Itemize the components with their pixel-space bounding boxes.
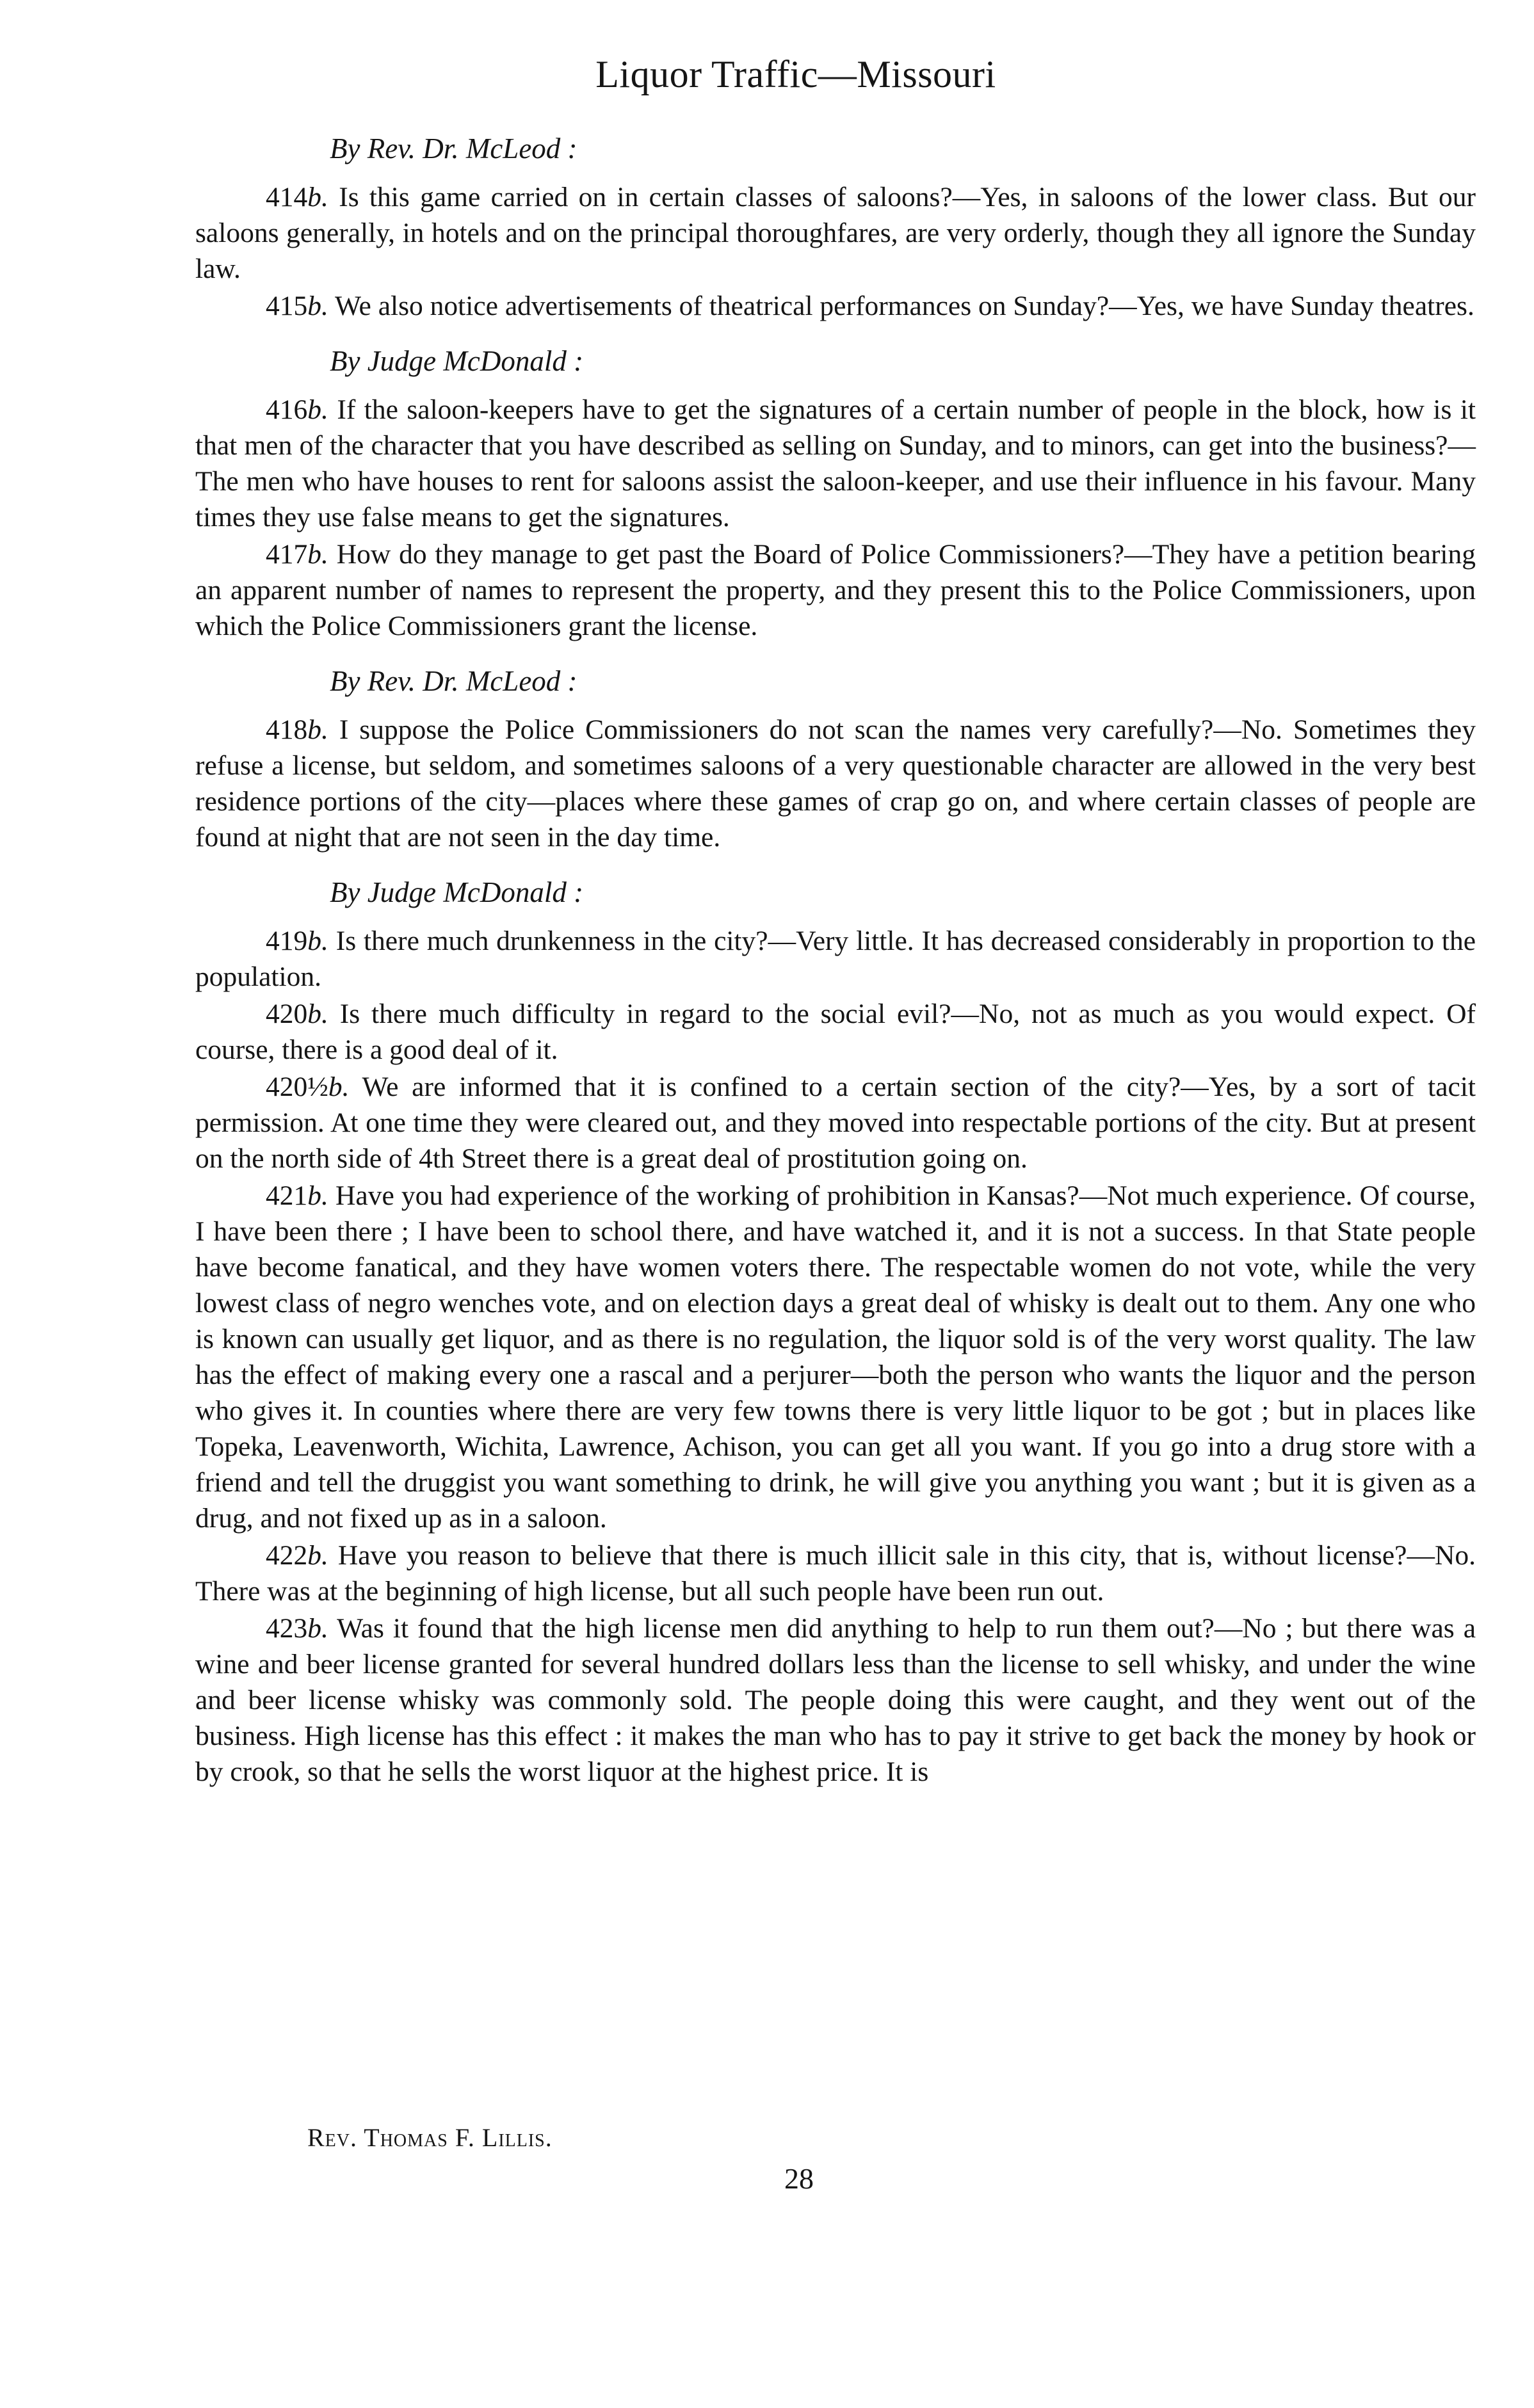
question-number-value: 423 xyxy=(266,1613,308,1644)
page-number: 28 xyxy=(784,2162,814,2195)
question-answer-paragraph xyxy=(195,923,1476,995)
question-answer-text: We also notice advertisements of theatrical performances on Sunday?—Yes, we have Sunday theatres. xyxy=(334,291,1474,321)
question-number xyxy=(266,999,328,1029)
question-number xyxy=(266,1072,350,1102)
question-answer-paragraph xyxy=(195,288,1476,324)
question-answer-text: Is there much difficulty in regard to the social evil?—No, not as much as you would expect. Of course, there is a good deal of it. xyxy=(195,999,1476,1065)
question-answer-text: We are informed that it is confined to a certain section of the city?—Yes, by a sort of tacit permission. At one time they were cleared out, and they moved into respectable portions of the city. But at present on the north side of 4th Street there is a great deal of prostitution going on. xyxy=(195,1072,1476,1174)
speaker-heading: By Rev. Dr. McLeod : xyxy=(330,665,577,697)
question-number-value: 417 xyxy=(266,539,308,570)
speaker-heading: By Rev. Dr. McLeod : xyxy=(330,132,577,165)
question-number xyxy=(266,714,328,745)
question-answer-paragraph xyxy=(195,1069,1476,1176)
question-number-suffix: b. xyxy=(307,999,328,1029)
question-number xyxy=(266,291,328,321)
question-answer-text: Have you reason to believe that there is much illicit sale in this city, that is, without license?—No. There was at the beginning of high license, but all such people have been run out. xyxy=(195,1540,1476,1607)
speaker-heading: By Judge McDonald : xyxy=(330,345,584,377)
question-number-suffix: b. xyxy=(328,1072,350,1102)
question-answer-paragraph xyxy=(195,996,1476,1068)
question-number xyxy=(266,182,328,213)
question-number-suffix: b. xyxy=(307,1540,328,1571)
question-answer-paragraph xyxy=(195,1610,1476,1790)
question-number xyxy=(266,394,328,425)
question-number-suffix: b. xyxy=(307,1613,328,1644)
speaker-heading: By Judge McDonald : xyxy=(330,876,584,908)
question-number-value: 416 xyxy=(266,394,308,425)
question-number xyxy=(266,1180,328,1211)
question-number-suffix: b. xyxy=(307,291,328,321)
question-number-value: 415 xyxy=(266,291,308,321)
question-answer-paragraph xyxy=(195,536,1476,644)
question-number-suffix: b. xyxy=(307,926,328,956)
question-number-suffix: b. xyxy=(307,182,328,213)
question-number-value: 421 xyxy=(266,1180,308,1211)
question-number-value: 420 xyxy=(266,999,308,1029)
question-answer-paragraph xyxy=(195,179,1476,287)
witness-signature: Rev. Thomas F. Lillis. xyxy=(307,2123,553,2152)
question-answer-text: How do they manage to get past the Board of Police Commissioners?—They have a petition bearing an apparent number of names to represent the property, and they present this to the Police Commissioners, upon which the Police Commissioners grant the license. xyxy=(195,539,1476,641)
question-answer-paragraph xyxy=(195,1178,1476,1536)
question-answer-paragraph xyxy=(195,712,1476,855)
question-answer-text: If the saloon-keepers have to get the signatures of a certain number of people in the block, how is it that men of the character that you have described as selling on Sunday, and to minors, can get into the business?—The men who have houses to rent for saloons assist the saloon-keeper, and use their influence in his favour. Many times they use false means to get the signatures. xyxy=(195,394,1476,533)
question-number xyxy=(266,1613,328,1644)
running-title: Liquor Traffic—Missouri xyxy=(595,53,996,95)
question-number-suffix: b. xyxy=(307,714,328,745)
question-number-value: 418 xyxy=(266,714,308,745)
question-answer-paragraph xyxy=(195,1537,1476,1609)
question-answer-text: Is there much drunkenness in the city?—Very little. It has decreased considerably in proportion to the population. xyxy=(195,926,1476,992)
question-number xyxy=(266,926,328,956)
question-number xyxy=(266,1540,328,1571)
question-number xyxy=(266,539,328,570)
question-answer-text: Was it found that the high license men did anything to help to run them out?—No ; but there was a wine and beer license granted for several hundred dollars less than the license to sell whisky, and under the wine and beer license whisky was commonly sold. The people doing this were caught, and they went out of the business. High license has this effect : it makes the man who has to pay it strive to get back the money by hook or by crook, so that he sells the worst liquor at the highest price. It is xyxy=(195,1613,1476,1787)
question-number-suffix: b. xyxy=(307,1180,328,1211)
question-answer-text: Is this game carried on in certain classes of saloons?—Yes, in saloons of the lower class. But our saloons generally, in hotels and on the principal thoroughfares, are very orderly, though they all ignore the Sunday law. xyxy=(195,182,1476,284)
testimony-body xyxy=(195,131,1476,1791)
question-number-suffix: b. xyxy=(307,394,328,425)
question-number-value: 422 xyxy=(266,1540,308,1571)
question-answer-text: I suppose the Police Commissioners do not scan the names very carefully?—No. Sometimes they refuse a license, but seldom, and sometimes saloons of a very questionable character are allowed in the very best residence portions of the city—places where these games of crap go on, and where certain classes of people are found at night that are not seen in the day time. xyxy=(195,714,1476,853)
question-number-value: 414 xyxy=(266,182,308,213)
question-number-suffix: b. xyxy=(307,539,328,570)
question-answer-text: Have you had experience of the working of prohibition in Kansas?—Not much experience. Of course, I have been there ; I have been to school there, and have watched it, and it is not a success. In that State people have become fanatical, and they have women voters there. The respectable women do not vote, while the very lowest class of negro wenches vote, and on election days a great deal of whisky is dealt out to them. Any one who is known can usually get liquor, and as there is no regulation, the liquor sold is of the very worst quality. The law has the effect of making every one a rascal and a perjurer—both the person who wants the liquor and the person who gives it. In counties where there are very few towns there is very little liquor to be got ; but in places like Topeka, Leavenworth, Wichita, Lawrence, Achison, you can get all you want. If you go into a drug store with a friend and tell the druggist you want something to drink, he will give you anything you want ; but it is given as a drug, and not fixed up as in a saloon. xyxy=(195,1180,1476,1534)
question-number-value: 420½ xyxy=(266,1072,328,1102)
question-answer-paragraph xyxy=(195,392,1476,535)
question-number-value: 419 xyxy=(266,926,308,956)
